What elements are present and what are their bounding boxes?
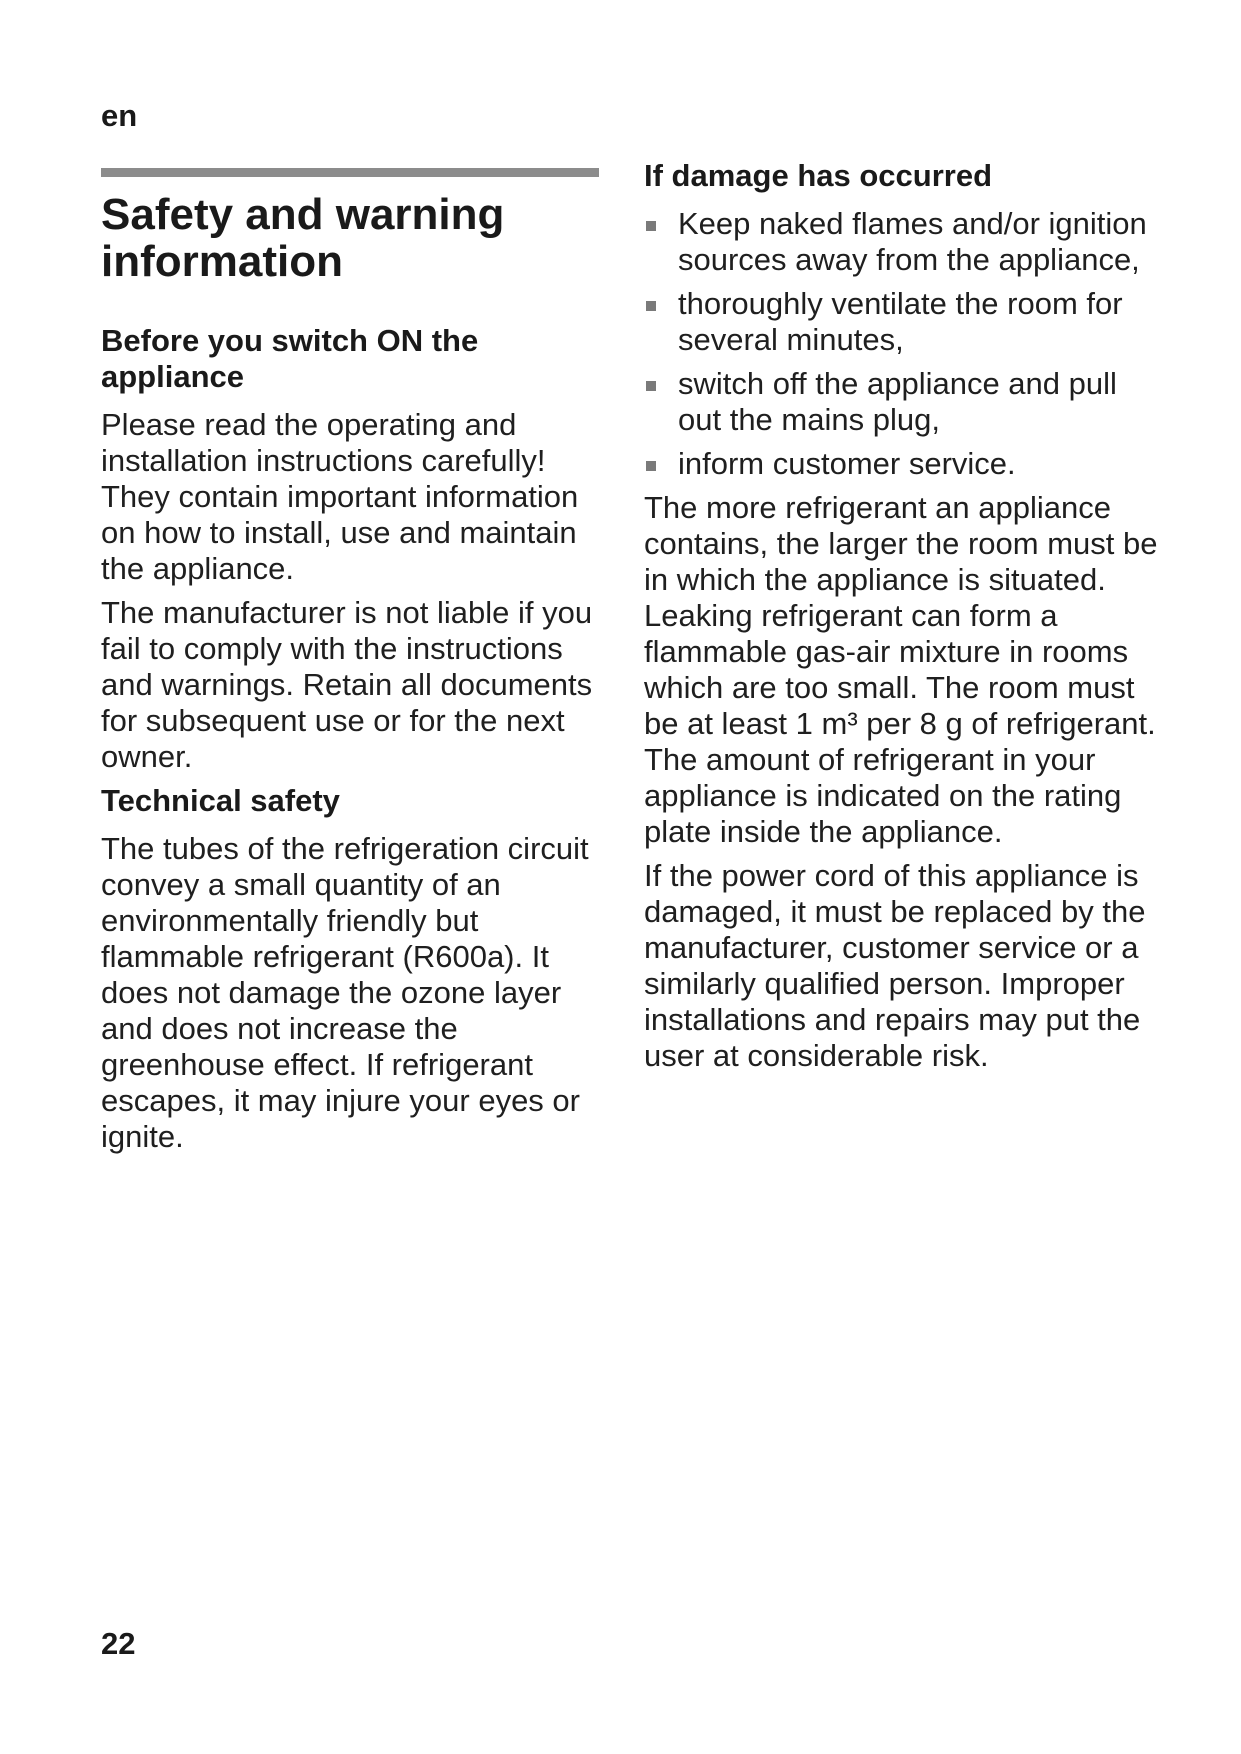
list-item (644, 446, 1164, 482)
section-title: Safety and warning information (101, 190, 505, 286)
list-item (644, 286, 1164, 358)
list-item-text: thoroughly ventilate the room for several minutes, (678, 286, 1123, 357)
left-column (101, 168, 601, 1163)
damage-actions-list (644, 206, 1164, 482)
list-item (644, 366, 1164, 438)
section-divider (101, 168, 599, 177)
technical-safety-paragraph: The tubes of the refrigeration circuit convey a small quantity of an environmentally friendly but flammable refrigerant (R600a). It does not damage the ozone layer and does not increase the greenhouse effect. If refrigerant escapes, it may injure your eyes or ignite. (101, 831, 589, 1154)
power-cord-paragraph: If the power cord of this appliance is damaged, it must be replaced by the manufacturer, customer service or a similarly qualified person. Improper installations and repairs may put the user at considerable risk. (644, 858, 1146, 1073)
list-item-text: Keep naked flames and/or ignition sources away from the appliance, (678, 206, 1147, 277)
before-switch-on-heading: Before you switch ON the appliance (101, 323, 479, 394)
square-bullet-icon (646, 461, 656, 471)
before-switch-on-paragraph-2: The manufacturer is not liable if you fail to comply with the instructions and warnings. Retain all documents for subsequent use or for the next owner. (101, 595, 593, 774)
list-item-text: inform customer service. (678, 446, 1016, 481)
refrigerant-room-paragraph: The more refrigerant an appliance contains, the larger the room must be in which the appliance is situated. Leaking refrigerant can form a flammable gas-air mixture in rooms which are too small. The room must be at least 1 m³ per 8 g of refrigerant. The amount of refrigerant in your appliance is indicated on the rating plate inside the appliance. (644, 490, 1158, 849)
if-damage-heading: If damage has occurred (644, 158, 993, 193)
page-number: 22 (101, 1626, 136, 1661)
technical-safety-heading: Technical safety (101, 783, 340, 818)
square-bullet-icon (646, 301, 656, 311)
square-bullet-icon (646, 381, 656, 391)
language-code: en (101, 98, 138, 133)
list-item (644, 206, 1164, 278)
before-switch-on-paragraph-1: Please read the operating and installation instructions carefully! They contain important information on how to install, use and maintain the appliance. (101, 407, 579, 586)
right-column (644, 158, 1164, 1082)
square-bullet-icon (646, 221, 656, 231)
list-item-text: switch off the appliance and pull out the mains plug, (678, 366, 1117, 437)
